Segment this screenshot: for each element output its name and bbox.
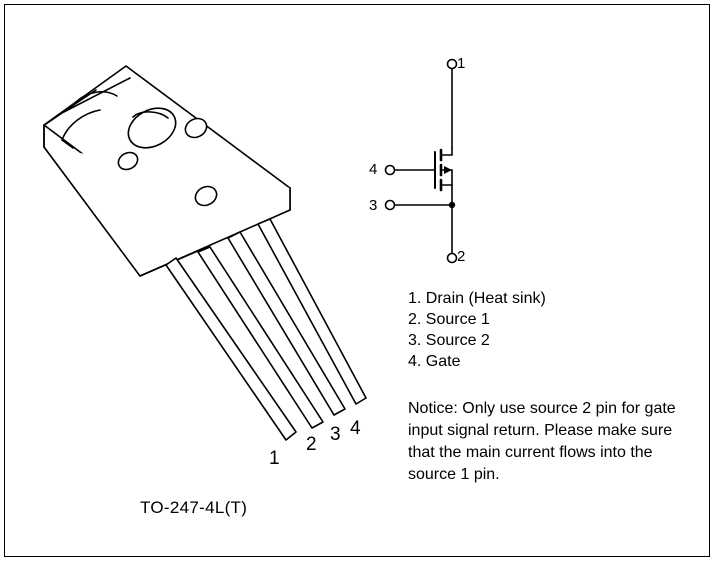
lead-number-1: 1 bbox=[269, 448, 280, 469]
package-body bbox=[44, 66, 290, 276]
schematic-terminal-4-label: 4 bbox=[369, 161, 378, 178]
pin-row: 1. Drain (Heat sink) bbox=[408, 290, 546, 307]
pin-row: 2. Source 1 bbox=[408, 311, 490, 328]
schematic-terminal-2-label: 2 bbox=[457, 248, 466, 265]
pin-row: 3. Source 2 bbox=[408, 332, 490, 349]
lead-number-2: 2 bbox=[306, 434, 317, 455]
mosfet-schematic bbox=[386, 60, 457, 263]
pin-function-list bbox=[408, 288, 688, 372]
lead-number-4: 4 bbox=[350, 418, 361, 439]
schematic-terminal-3-label: 3 bbox=[369, 197, 378, 214]
schematic-terminal-1-label: 1 bbox=[457, 55, 466, 72]
notice-text: Notice: Only use source 2 pin for gate input signal return. Please make sure that the main current flows into the source 1 pin. bbox=[408, 400, 676, 483]
lead-number-3: 3 bbox=[330, 424, 341, 445]
pin-row: 4. Gate bbox=[408, 353, 461, 370]
package-caption: TO-247-4L(T) bbox=[140, 498, 248, 517]
